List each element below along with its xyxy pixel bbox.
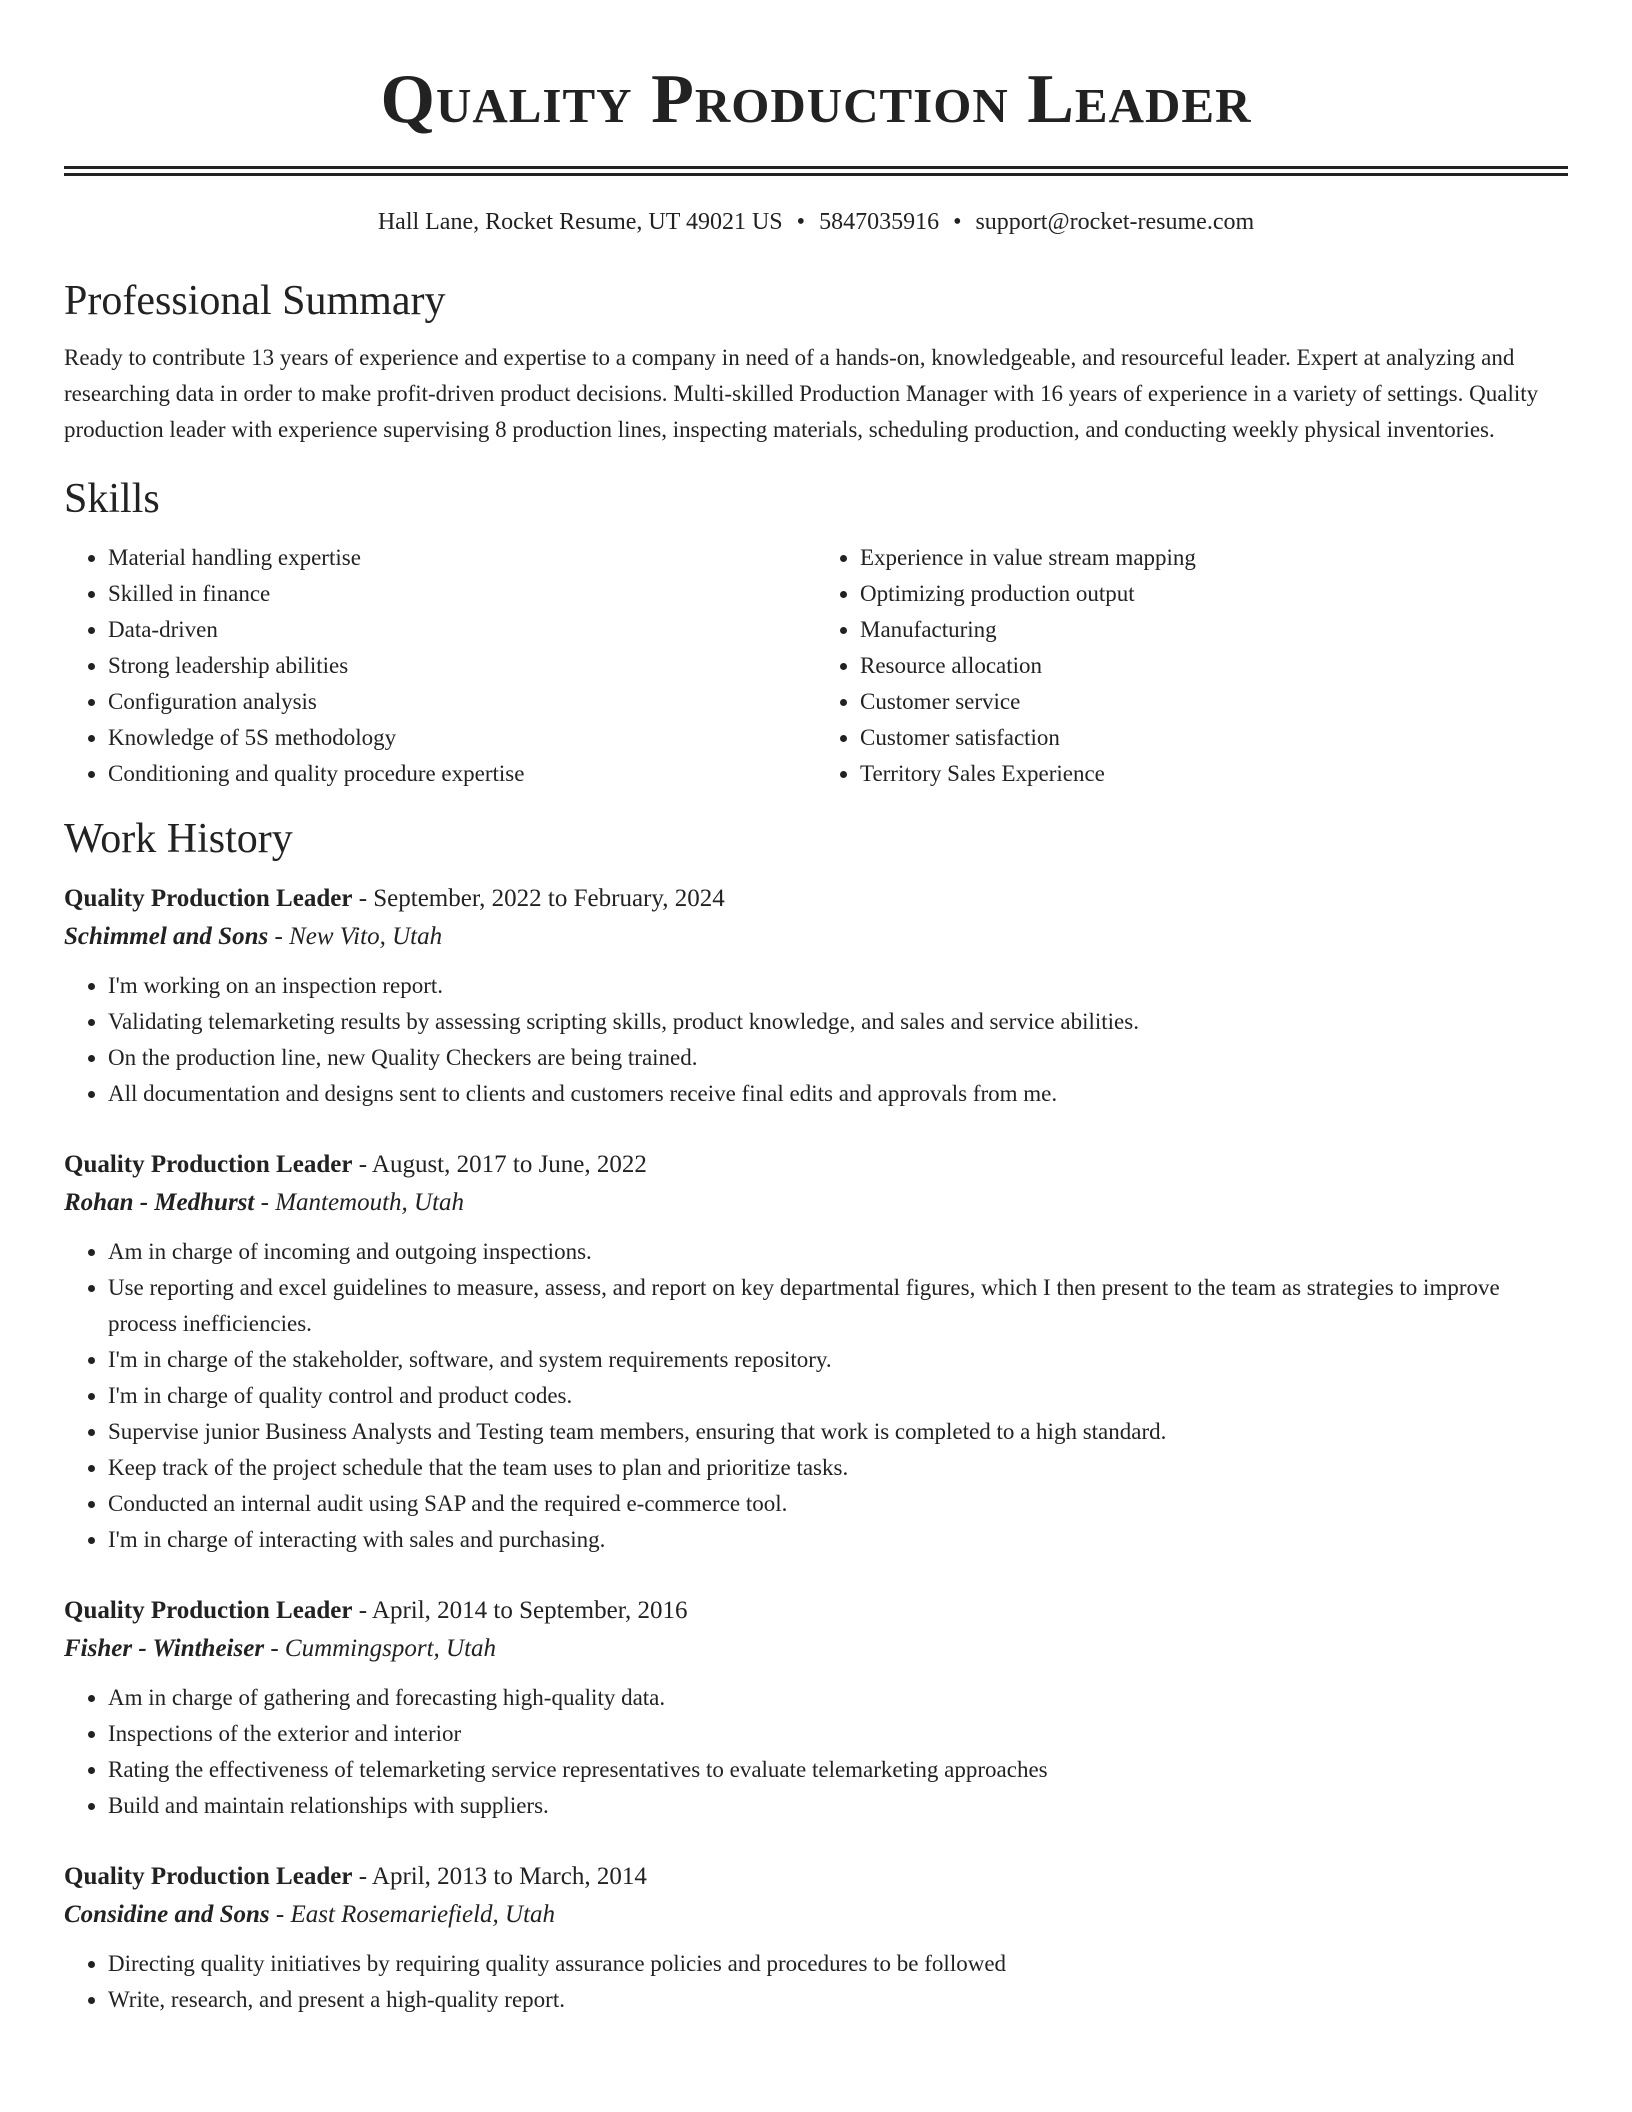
summary-heading: Professional Summary: [64, 278, 446, 324]
job-entry: [64, 1858, 1568, 2018]
job-company-line: Considine and Sons - East Rosemariefield, Utah: [64, 1901, 556, 1928]
job-dates: April, 2014 to September, 2016: [371, 1597, 688, 1624]
skill-item: • Data-driven: [108, 612, 816, 648]
job-dates: August, 2017 to June, 2022: [371, 1151, 647, 1178]
job-bullet: • Supervise junior Business Analysts and Testing team members, ensuring that work is completed to a high standard.: [108, 1414, 1568, 1450]
job-entry: [64, 1146, 1568, 1558]
job-role: Quality Production Leader: [64, 1597, 353, 1624]
job-bullet: • Keep track of the project schedule that the team uses to plan and prioritize tasks.: [108, 1450, 1568, 1486]
job-location: East Rosemariefield, Utah: [290, 1901, 556, 1928]
job-bullet: • I'm working on an inspection report.: [108, 968, 1568, 1004]
job-bullet: • Inspections of the exterior and interior: [108, 1716, 1568, 1752]
skill-item: • Skilled in finance: [108, 576, 816, 612]
job-dates: September, 2022 to February, 2024: [373, 885, 725, 912]
skill-item: • Experience in value stream mapping: [860, 540, 1568, 576]
resume-title: Quality Production Leader: [380, 61, 1252, 138]
job-bullet: • Directing quality initiatives by requiring quality assurance policies and procedures to be followed: [108, 1946, 1568, 1982]
job-bullet: • Am in charge of gathering and forecasting high-quality data.: [108, 1680, 1568, 1716]
contact-line: [64, 206, 1568, 238]
job-bullet: • Use reporting and excel guidelines to measure, assess, and report on key departmental figures, which I then present to the team as strategies to improve process inefficiencies.: [108, 1270, 1568, 1342]
job-role: Quality Production Leader: [64, 885, 353, 912]
job-bullets: [64, 968, 1568, 1112]
job-title-line: Quality Production Leader - April, 2013 to March, 2014: [64, 1863, 647, 1890]
skill-item: • Strong leadership abilities: [108, 648, 816, 684]
job-bullet: • I'm in charge of interacting with sales and purchasing.: [108, 1522, 1568, 1558]
job-location: New Vito, Utah: [289, 923, 443, 950]
skills-list-right: [816, 540, 1568, 792]
job-company-line: Schimmel and Sons - New Vito, Utah: [64, 923, 443, 950]
skill-item: • Configuration analysis: [108, 684, 816, 720]
contact-separator: •: [953, 209, 962, 235]
summary-text: Ready to contribute 13 years of experience and expertise to a company in need of a hands-on, knowledgeable, and resourceful leader. Expert at analyzing and researching data in order to make profit-driven product decisions. Multi-skilled Production Manager with 16 years of experience in a variety of settings. Quality production leader with experience supervising 8 production lines, inspecting materials, scheduling production, and conducting weekly physical inventories.: [64, 345, 1539, 442]
skill-item: • Manufacturing: [860, 612, 1568, 648]
job-bullet: • On the production line, new Quality Checkers are being trained.: [108, 1040, 1568, 1076]
job-role: Quality Production Leader: [64, 1151, 353, 1178]
job-company-line: Fisher - Wintheiser - Cummingsport, Utah: [64, 1635, 497, 1662]
job-entry: [64, 1592, 1568, 1824]
skills-columns: [64, 540, 1568, 792]
job-company: Considine and Sons: [64, 1901, 270, 1928]
job-company: Rohan - Medhurst: [64, 1189, 255, 1216]
job-bullets: [64, 1680, 1568, 1824]
skill-item: • Conditioning and quality procedure expertise: [108, 756, 816, 792]
contact-separator: •: [796, 209, 806, 235]
job-entry: [64, 880, 1568, 1112]
contact-phone: 5847035916: [819, 209, 940, 235]
job-bullets: [64, 1946, 1568, 2018]
skill-item: • Customer satisfaction: [860, 720, 1568, 756]
title-double-rule: [64, 166, 1568, 176]
job-title-line: Quality Production Leader - September, 2022 to February, 2024: [64, 885, 725, 912]
job-location: Cummingsport, Utah: [284, 1635, 497, 1662]
job-bullet: • Conducted an internal audit using SAP and the required e-commerce tool.: [108, 1486, 1568, 1522]
work-history-heading: Work History: [64, 816, 293, 862]
job-company: Schimmel and Sons: [64, 923, 269, 950]
job-bullet: • I'm in charge of quality control and product codes.: [108, 1378, 1568, 1414]
job-bullets: [64, 1234, 1568, 1558]
job-bullet: • Validating telemarketing results by assessing scripting skills, product knowledge, and sales and service abilities.: [108, 1004, 1568, 1040]
skill-item: • Knowledge of 5S methodology: [108, 720, 816, 756]
job-company: Fisher - Wintheiser: [64, 1635, 265, 1662]
skills-heading: Skills: [64, 476, 160, 522]
skills-list-left: [64, 540, 816, 792]
job-bullet: • All documentation and designs sent to clients and customers receive final edits and approvals from me.: [108, 1076, 1568, 1112]
job-bullet: • I'm in charge of the stakeholder, software, and system requirements repository.: [108, 1342, 1568, 1378]
job-company-line: Rohan - Medhurst - Mantemouth, Utah: [64, 1189, 465, 1216]
skill-item: • Material handling expertise: [108, 540, 816, 576]
contact-email: support@rocket-resume.com: [975, 209, 1255, 235]
job-title-line: Quality Production Leader - August, 2017 to June, 2022: [64, 1151, 647, 1178]
job-title-line: Quality Production Leader - April, 2014 to September, 2016: [64, 1597, 688, 1624]
contact-address: Hall Lane, Rocket Resume, UT 49021 US: [377, 209, 783, 235]
job-bullet: • Write, research, and present a high-quality report.: [108, 1982, 1568, 2018]
job-location: Mantemouth, Utah: [275, 1189, 465, 1216]
job-bullet: • Rating the effectiveness of telemarketing service representatives to evaluate telemarketing approaches: [108, 1752, 1568, 1788]
skill-item: • Optimizing production output: [860, 576, 1568, 612]
skill-item: • Territory Sales Experience: [860, 756, 1568, 792]
job-bullet: • Build and maintain relationships with suppliers.: [108, 1788, 1568, 1824]
skill-item: • Customer service: [860, 684, 1568, 720]
job-role: Quality Production Leader: [64, 1863, 353, 1890]
job-bullet: • Am in charge of incoming and outgoing inspections.: [108, 1234, 1568, 1270]
skill-item: • Resource allocation: [860, 648, 1568, 684]
job-dates: April, 2013 to March, 2014: [371, 1863, 647, 1890]
